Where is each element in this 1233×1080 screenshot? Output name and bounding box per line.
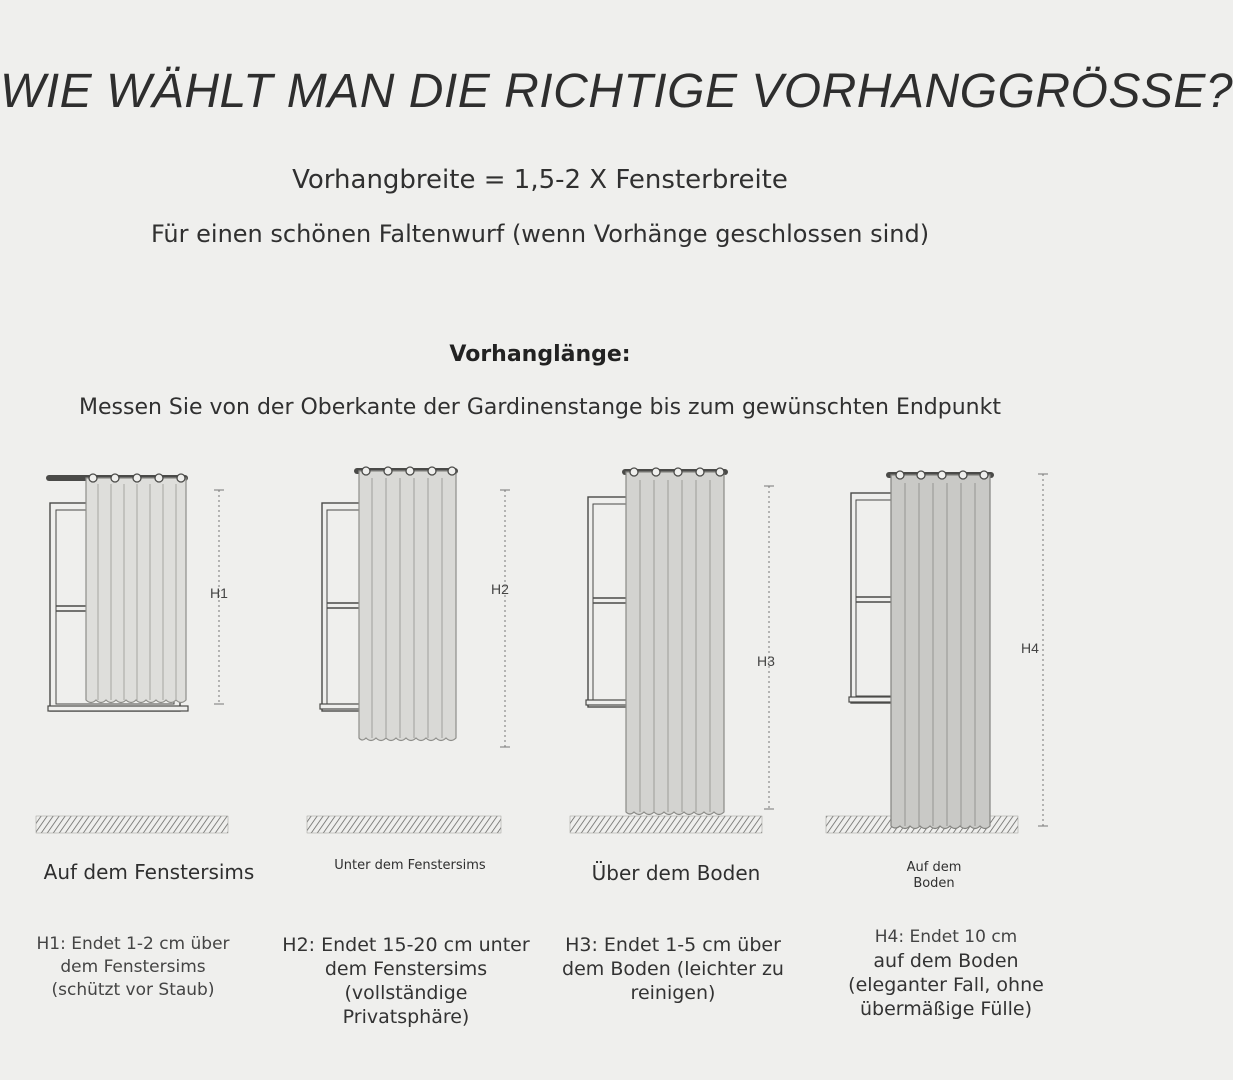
- length-instruction: Messen Sie von der Oberkante der Gardinenstange bis zum gewünschten Endpunkt: [79, 395, 1001, 420]
- description-line: reinigen): [630, 982, 716, 1004]
- diagram-h4: [826, 471, 1048, 833]
- description-h3: [548, 933, 798, 1005]
- description-line: H4: Endet 10 cm: [874, 927, 1018, 947]
- description-line: H2: Endet 15-20 cm unter: [282, 934, 530, 956]
- window-frame: [322, 503, 360, 711]
- diagram-h3: [570, 468, 775, 833]
- window-frame: [588, 497, 628, 707]
- curtain: [86, 474, 186, 703]
- description-h1: [8, 933, 258, 1002]
- placement-label-h4-line: Auf dem: [906, 860, 962, 875]
- length-heading: Vorhanglänge:: [449, 342, 631, 367]
- window-sill: [320, 704, 360, 709]
- description-line: dem Fenstersims: [324, 958, 488, 980]
- placement-label-h2: Unter dem Fenstersims: [334, 858, 486, 873]
- description-line: dem Boden (leichter zu: [562, 958, 784, 980]
- window-sill: [48, 706, 188, 711]
- description-line: (vollständige: [344, 982, 468, 1004]
- diagram-h2: [307, 467, 510, 833]
- floor-hatch: [570, 816, 762, 833]
- width-formula: Vorhangbreite = 1,5-2 X Fensterbreite: [292, 165, 788, 195]
- placement-label-h1: Auf dem Fenstersims: [43, 860, 255, 884]
- height-label: H2: [491, 581, 509, 597]
- window-frame: [851, 493, 893, 703]
- description-line: Privatsphäre): [342, 1006, 470, 1028]
- curtain: [626, 468, 724, 815]
- floor-hatch: [307, 816, 501, 833]
- curtain: [359, 467, 456, 741]
- description-line: H1: Endet 1-2 cm über: [36, 934, 230, 954]
- width-note: Für einen schönen Faltenwurf (wenn Vorhänge geschlossen sind): [150, 220, 930, 248]
- diagram-h1: [36, 474, 228, 833]
- description-line: (schützt vor Staub): [51, 980, 215, 1000]
- description-line: dem Fenstersims: [60, 957, 206, 977]
- curtain: [891, 471, 990, 829]
- height-label: H3: [757, 653, 775, 669]
- description-line: übermäßige Fülle): [859, 998, 1033, 1020]
- description-line: auf dem Boden: [873, 950, 1019, 972]
- placement-label-h3: Über dem Boden: [591, 861, 761, 885]
- description-h4: [816, 925, 1076, 1021]
- description-h2: [266, 933, 546, 1029]
- description-line: H3: Endet 1-5 cm über: [565, 934, 781, 956]
- floor-hatch: [36, 816, 228, 833]
- height-label: H1: [210, 585, 228, 601]
- window-sill: [849, 697, 893, 702]
- page-title: WIE WÄHLT MAN DIE RICHTIGE VORHANGGRÖSSE?: [0, 65, 1233, 118]
- window-sill: [586, 700, 628, 705]
- height-label: H4: [1021, 640, 1039, 656]
- placement-label-h4-line: Boden: [913, 876, 955, 891]
- placement-label-h4: [874, 860, 994, 892]
- description-line: (eleganter Fall, ohne: [848, 974, 1044, 996]
